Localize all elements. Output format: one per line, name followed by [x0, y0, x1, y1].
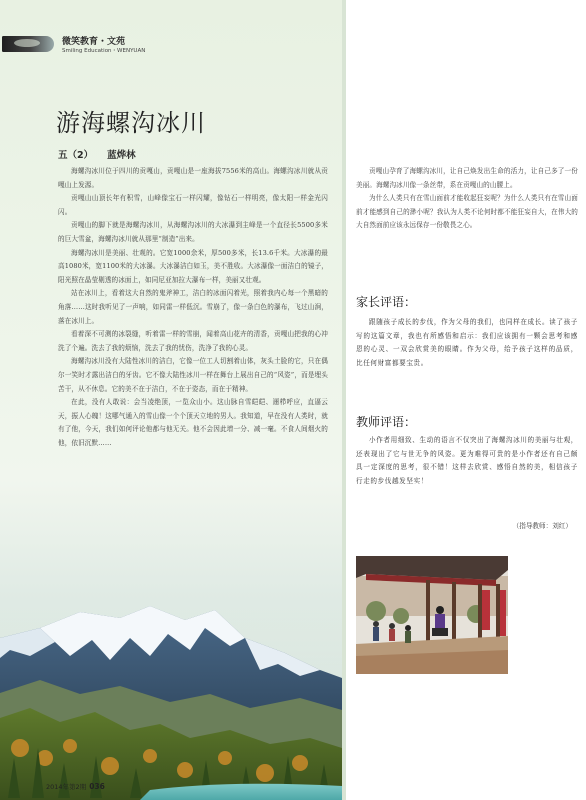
teacher-review [356, 434, 578, 488]
teacher-review-text: 小作者用细致、生动的语言不仅突出了海螺沟冰川的美丽与壮观，还表现出了它与世无争的风姿。更为难得可贵的是小作者还有自己颇具一定深度的思考，很不错！这样去欣赏、感悟自然的美，相信孩子行走的步伐越发坚实！ [356, 436, 578, 485]
article-body-right [356, 165, 578, 233]
article-title: 游海螺沟冰川 [56, 109, 206, 137]
paragraph: 看着深不可测的冰裂缝，听着雷一样的雪崩，闻着高山花卉的清香，贡嘎山把我的心冲洗了个遍。洗去了我的烦恼，洗去了我的忧伤，洗净了我的心灵。 [58, 330, 328, 352]
paragraph: 海螺沟冰川位于四川的贡嘎山，贡嘎山是一座海拔7556米的高山。海螺沟冰川就从贡嘎山上发源。 [58, 167, 328, 189]
magazine-subtitle: Smiling Education・WENYUAN [62, 48, 146, 54]
logo-swoosh-icon [2, 36, 54, 52]
paragraph: 站在冰川上，看着这大自然的鬼斧神工，洁白的冰面闪着光，照着我内心每一个黑暗的角落……这时我听见了一声响，如同雷一样低沉。雪崩了，像一条白色的瀑布，飞过山涧，落在冰川上。 [58, 289, 328, 325]
parent-review-text: 跟随孩子成长的步伐，作为父母的我们，也同样在成长。读了孩子写的这篇文章，我也有所感悟和启示：我们应该拥有一颗会思考和感恩的心灵、一双会欣赏美的眼睛。作为父母，给予孩子这样的品质，比任何财富都要宝贵。 [356, 318, 578, 367]
paragraph: 海螺沟冰川是美丽、壮观的。它宽1000余米，厚500多米，长13.6千米。大冰瀑的最高1080米，宽1100米的大冰瀑。大冰瀑洁白如玉，美不胜收。大冰瀑像一面洁白的镜子，阳光照在晶莹剔透的冰面上，如同尼亚加拉大瀑布一样，美丽又壮观。 [58, 248, 328, 284]
issue-label: 2014年第2期 [46, 783, 87, 791]
teacher-signature: （指导教师：刘红） [512, 522, 572, 530]
magazine-logo [2, 34, 172, 56]
snow-mountain-illustration [0, 598, 342, 800]
right-panel [346, 0, 586, 800]
paragraph: 贡嘎山山顶长年有积雪，山峰像宝石一样闪耀，像钻石一样明亮，像太阳一样金光闪闪。 [58, 194, 328, 216]
class-name: 五（2） [58, 150, 94, 161]
tourist-photo [356, 556, 508, 674]
author-name: 蓝烨林 [107, 150, 136, 161]
paragraph: 海螺沟冰川没有大陆性冰川的洁白，它像一位工人切割着山体，灰头土脸的它，只在偶尔一笑时才露出洁白的牙齿。它不像大陆性冰川一样在舞台上展出自己的“风姿”，而是埋头苦干，从不休息。它的美不在于洁白，不在于姿态，而在于精神。 [58, 357, 328, 393]
parent-review-heading: 家长评语： [356, 295, 417, 309]
paragraph: 贡嘎山的脚下就是海螺沟冰川，从海螺沟冰川的大冰瀑到主峰是一个直径长5500多米的巨大雪盆，海螺沟冰川就从那里“制造”出来。 [58, 221, 328, 243]
teacher-review-heading: 教师评语： [356, 415, 417, 429]
paragraph: 为什么人类只有在雪山面前才能收起狂妄呢？为什么人类只有在雪山面前才能感到自己的渺小呢？我认为人类不论何时都不能狂妄自大，在伟大的大自然面前应该永远保存一份敬畏之心。 [356, 194, 578, 230]
magazine-title: 微笑教育・文苑 [62, 37, 126, 47]
article-body-left [58, 165, 328, 450]
page-number: 036 [89, 782, 105, 791]
byline [58, 147, 136, 161]
page-footer [46, 782, 105, 791]
paragraph: 贡嘎山孕育了海螺沟冰川，让自己焕发出生命的活力，让自己多了一份美丽。海螺沟冰川像一条丝带，系在贡嘎山的山腰上。 [356, 167, 578, 189]
paragraph: 在此，没有人敢说：会当凌绝顶，一览众山小。这山脉自雪皑皑、逦栉呼应，直逼云天，振人心魄！这哪气通入的雪山像一个个顶天立地的男人。我知道，早在没有人类时，就有了他，今天，我们如何评论他都与他无关。他不会因此增一分、减一毫。不食人间烟火的他，依旧沉默…… [58, 398, 328, 447]
parent-review [356, 316, 578, 370]
